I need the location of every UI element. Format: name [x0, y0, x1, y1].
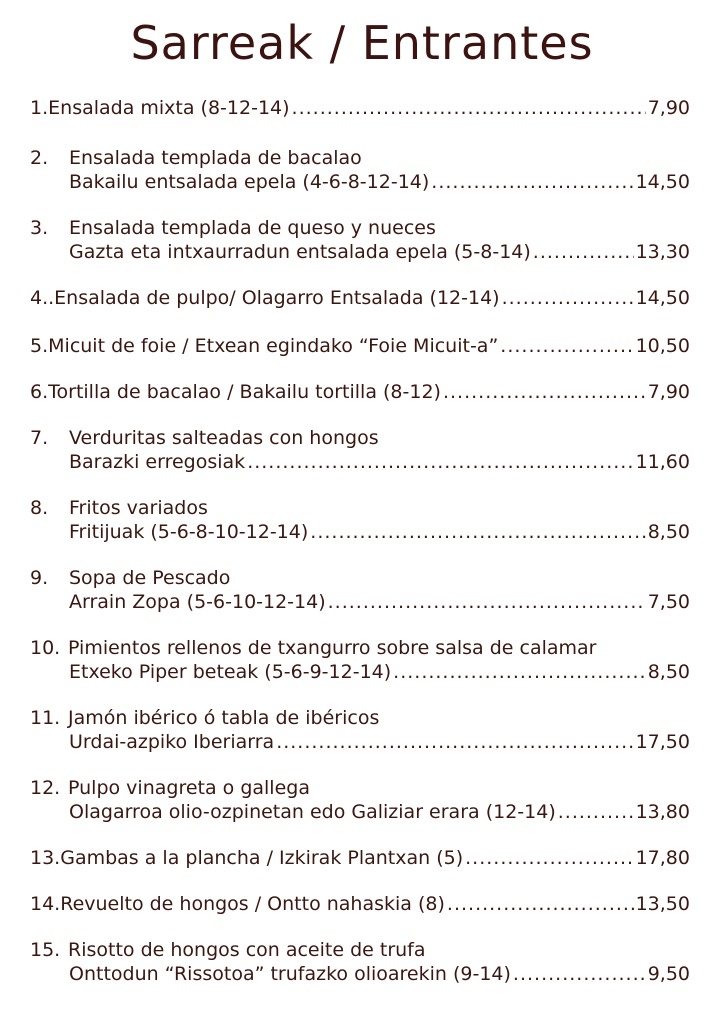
item-name: Ensalada de pulpo/ Olagarro Entsalada (12-14) [54, 287, 500, 309]
item-price: 8,50 [647, 521, 690, 543]
item-price: 13,80 [635, 801, 690, 823]
menu-item-line-1 [30, 636, 690, 660]
menu-item-line-2 [30, 730, 690, 754]
menu-item-line-2 [30, 800, 690, 824]
menu-item-line-2 [30, 240, 690, 264]
menu-item [30, 938, 690, 986]
item-price: 17,50 [635, 731, 690, 753]
item-translation: Etxeko Piper beteak (5-6-9-12-14) [69, 661, 392, 683]
item-name: Pulpo vinagreta o gallega [68, 777, 310, 799]
menu-item-line-1 [30, 334, 690, 358]
menu-item [30, 146, 690, 194]
item-translation: Olagarroa olio-ozpinetan edo Galiziar erara (12-14) [69, 801, 556, 823]
dot-leader [292, 96, 646, 120]
menu-item-line-2 [30, 962, 690, 986]
dot-leader [447, 892, 634, 916]
item-name: Ensalada mixta (8-12-14) [48, 97, 290, 119]
dot-leader [500, 334, 633, 358]
menu-item-line-1 [30, 146, 690, 170]
item-name: Risotto de hongos con aceite de trufa [68, 939, 426, 961]
menu-item-line-1 [30, 286, 690, 310]
item-price: 7,90 [647, 97, 690, 119]
dot-leader [502, 286, 634, 310]
item-number: 12. [30, 777, 61, 799]
item-price: 17,80 [635, 847, 690, 869]
menu-item-line-2 [30, 170, 690, 194]
item-number: 10. [30, 637, 61, 659]
item-price: 8,50 [647, 661, 690, 683]
item-name: Fritos variados [69, 497, 208, 519]
item-translation: Gazta eta intxaurradun entsalada epela (5-8-14) [69, 241, 531, 263]
item-translation: Arrain Zopa (5-6-10-12-14) [69, 591, 326, 613]
dot-leader [276, 730, 633, 754]
dot-leader [431, 170, 633, 194]
dot-leader [558, 800, 634, 824]
menu-item [30, 286, 690, 310]
item-number: 9. [30, 567, 49, 589]
menu-item-line-1 [30, 846, 690, 870]
item-translation: Barazki erregosiak [69, 451, 246, 473]
menu-item-line-1 [30, 706, 690, 730]
menu-item-line-1 [30, 496, 690, 520]
item-number: 6. [30, 381, 49, 403]
item-number: 2. [30, 147, 49, 169]
item-name: Tortilla de bacalao / Bakailu tortilla (8-12) [48, 381, 441, 403]
item-number: 13. [30, 847, 61, 869]
item-name: Revuelto de hongos / Ontto nahaskia (8) [60, 893, 445, 915]
item-name: Micuit de foie / Etxean egindako “Foie Micuit-a” [48, 335, 499, 357]
menu-item [30, 566, 690, 614]
menu-item-line-1 [30, 566, 690, 590]
menu-item-line-1 [30, 938, 690, 962]
menu-item [30, 776, 690, 824]
menu-item-line-1 [30, 96, 690, 120]
item-price: 11,60 [635, 451, 690, 473]
dot-leader [443, 380, 646, 404]
menu-item-line-1 [30, 426, 690, 450]
item-name: Sopa de Pescado [69, 567, 231, 589]
item-price: 9,50 [647, 963, 690, 985]
item-number: 15. [30, 939, 61, 961]
item-price: 7,90 [647, 381, 690, 403]
item-number: 3. [30, 217, 49, 239]
menu-item [30, 892, 690, 916]
item-name: Pimientos rellenos de txangurro sobre salsa de calamar [68, 637, 597, 659]
item-number: 14. [30, 893, 61, 915]
item-translation: Bakailu entsalada epela (4-6-8-12-14) [69, 171, 430, 193]
item-number: 1. [30, 97, 49, 119]
menu-item [30, 216, 690, 264]
menu-item [30, 636, 690, 684]
menu-item [30, 426, 690, 474]
item-number: 5. [30, 335, 49, 357]
menu-item-line-2 [30, 520, 690, 544]
menu-item [30, 334, 690, 358]
item-name: Ensalada templada de queso y nueces [69, 217, 436, 239]
item-name: Jamón ibérico ó tabla de ibéricos [68, 707, 380, 729]
item-translation: Onttodun “Rissotoa” trufazko olioarekin (9-14) [69, 963, 511, 985]
item-name: Ensalada templada de bacalao [69, 147, 362, 169]
menu-item [30, 380, 690, 404]
menu-item-line-2 [30, 590, 690, 614]
item-price: 7,50 [647, 591, 690, 613]
item-price: 14,50 [635, 287, 690, 309]
menu-title: Sarreak / Entrantes [130, 16, 594, 70]
dot-leader [247, 450, 633, 474]
dot-leader [310, 520, 645, 544]
item-price: 13,50 [635, 893, 690, 915]
menu-item-line-2 [30, 660, 690, 684]
menu-item-line-1 [30, 892, 690, 916]
item-number: 4.. [30, 287, 55, 309]
menu-item [30, 96, 690, 120]
menu-item [30, 706, 690, 754]
menu-item-line-2 [30, 450, 690, 474]
item-number: 11. [30, 707, 61, 729]
item-price: 13,30 [635, 241, 690, 263]
item-price: 10,50 [635, 335, 690, 357]
item-name: Gambas a la plancha / Izkirak Plantxan (5) [60, 847, 464, 869]
dot-leader [393, 660, 646, 684]
item-number: 8. [30, 497, 49, 519]
dot-leader [533, 240, 634, 264]
dot-leader [465, 846, 633, 870]
item-translation: Urdai-azpiko Iberiarra [69, 731, 275, 753]
dot-leader [328, 590, 646, 614]
menu-item-line-1 [30, 216, 690, 240]
item-number: 7. [30, 427, 49, 449]
menu-item [30, 496, 690, 544]
dot-leader [513, 962, 646, 986]
menu-item [30, 846, 690, 870]
item-price: 14,50 [635, 171, 690, 193]
menu-item-line-1 [30, 380, 690, 404]
item-translation: Fritijuak (5-6-8-10-12-14) [69, 521, 309, 543]
item-name: Verduritas salteadas con hongos [69, 427, 379, 449]
menu-item-line-1 [30, 776, 690, 800]
